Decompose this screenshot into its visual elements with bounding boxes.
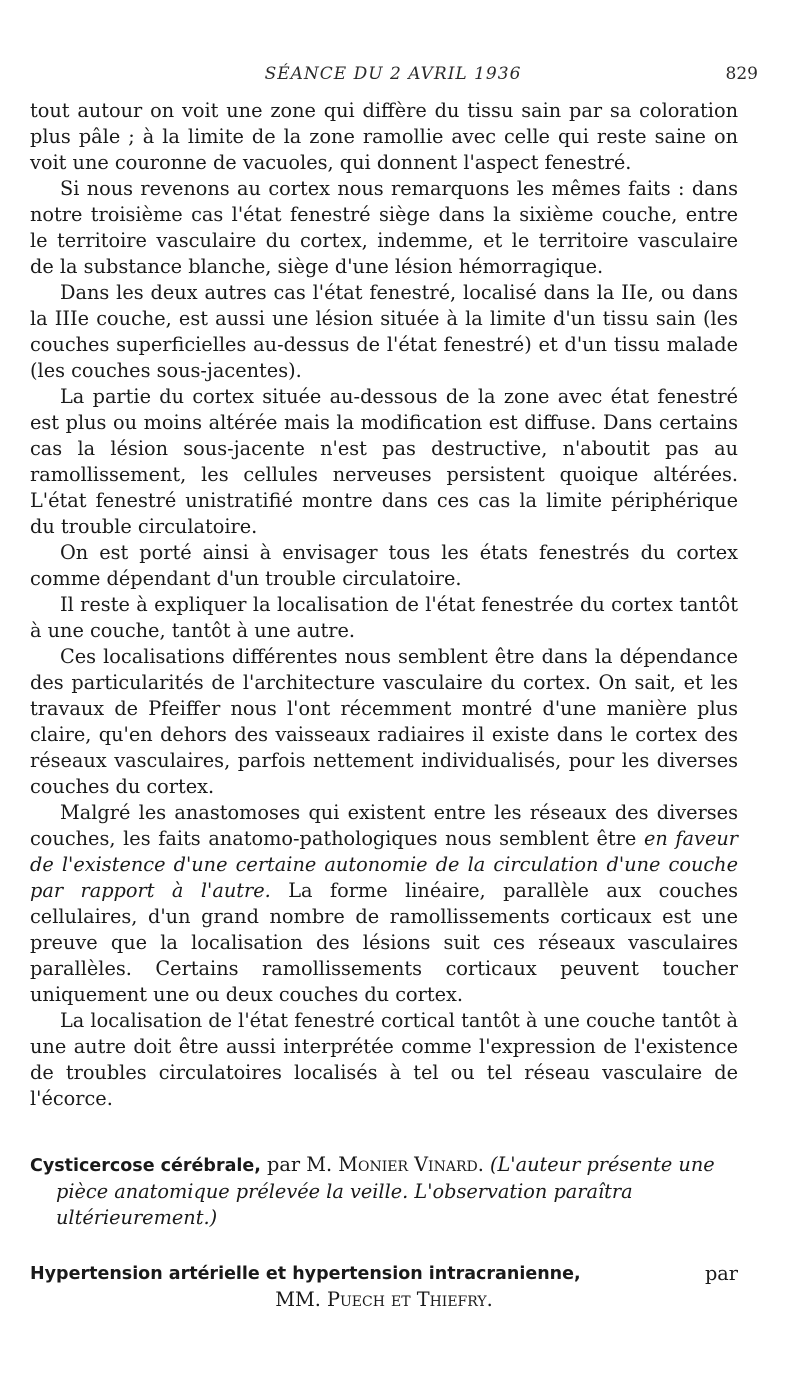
communication-cysticercose	[30, 1152, 738, 1231]
paragraph-8-emphasis: en faveur de l'existence d'une certaine autonomie de la circulation d'une couche par rapport à l'autre.	[30, 827, 738, 902]
paragraph-7: Ces localisations différentes nous semblent être dans la dépendance des particularités de l'architecture vasculaire du cortex. On sait, et les travaux de Pfeiffer nous l'ont récemment montré d'une manière plus claire, qu'en dehors des vaisseaux radiaires il existe dans le cortex des réseaux vasculaires, parfois nettement individualisés, pour les diverses couches du cortex.	[30, 645, 738, 798]
communication-line-1	[30, 1261, 738, 1287]
paragraph-2: Si nous revenons au cortex nous remarquons les mêmes faits : dans notre troisième cas l'état fenestré siège dans la sixième couche, entre le territoire vasculaire du cortex, indemme, et le territoire vasculaire de la substance blanche, siège d'une lésion hémorragique.	[30, 177, 738, 278]
communication-line-1	[30, 1152, 738, 1179]
paragraph-9: La localisation de l'état fenestré cortical tantôt à une couche tantôt à une autre doit être aussi interprétée comme l'expression de l'existence de troubles circulatoires localisés à tel ou tel réseau vasculaire de l'écorce.	[30, 1009, 738, 1110]
paragraph-6: Il reste à expliquer la localisation de l'état fenestrée du cortex tantôt à une couche, tantôt à une autre.	[30, 593, 738, 642]
page-header	[28, 64, 758, 88]
paragraph-5: On est porté ainsi à envisager tous les états fenestrés du cortex comme dépendant d'un trouble circulatoire.	[30, 541, 738, 590]
communication-note-continued: pièce anatomique prélevée la veille. L'observation paraîtra ultérieurement.)	[56, 1180, 633, 1229]
communication-title: Hypertension artérielle et hypertension intracranienne,	[30, 1264, 581, 1284]
communication-author: Monier Vinard.	[338, 1153, 484, 1176]
communication-by: par	[704, 1262, 738, 1285]
paragraph-8-text: Malgré les anastomoses qui existent entre les réseaux des diverses couches, les faits anatomo-pathologiques nous semblent être	[30, 801, 738, 850]
running-title: SÉANCE DU 2 AVRIL 1936	[264, 64, 522, 84]
communication-note: (L'auteur présente une	[489, 1153, 715, 1176]
paragraph-4: La partie du cortex située au-dessous de la zone avec état fenestré est plus ou moins altérée mais la modification est diffuse. Dans certains cas la lésion sous-jacente n'est pas destructive, n'aboutit pas au ramollissement, les cellules nerveuses persistent quoique altérées. L'état fenestré unistratifié montre dans ces cas la limite périphérique du trouble circulatoire.	[30, 385, 738, 538]
paragraph-1: tout autour on voit une zone qui diffère du tissu sain par sa coloration plus pâle ; à la limite de la zone ramollie avec celle qui reste saine on voit une couronne de vacuoles, qui donnent l'aspect fenestré.	[30, 99, 738, 174]
communication-by: par M.	[260, 1153, 339, 1176]
paragraph-8	[30, 800, 738, 1008]
communication-title: Cysticercose cérébrale,	[30, 1156, 261, 1176]
paragraph-3: Dans les deux autres cas l'état fenestré, localisé dans la IIe, ou dans la IIIe couche, est aussi une lésion située à la limite d'un tissu sain (les couches superficielles au-dessus de l'état fenestré) et d'un tissu malade (les couches sous-jacentes).	[30, 281, 738, 382]
body-text	[30, 98, 738, 1112]
paragraph-8-rest: La forme linéaire, parallèle aux couches cellulaires, d'un grand nombre de ramollissements corticaux est une preuve que la localisation des lésions suit ces réseaux vasculaires parallèles. Certains ramollissements corticaux peuvent toucher uniquement une ou deux couches du cortex.	[30, 879, 738, 1006]
page-number: 829	[725, 64, 758, 84]
communications	[30, 1152, 738, 1343]
communication-authors: MM. Puech et Thiefry.	[275, 1288, 493, 1311]
communication-hypertension	[30, 1261, 738, 1313]
